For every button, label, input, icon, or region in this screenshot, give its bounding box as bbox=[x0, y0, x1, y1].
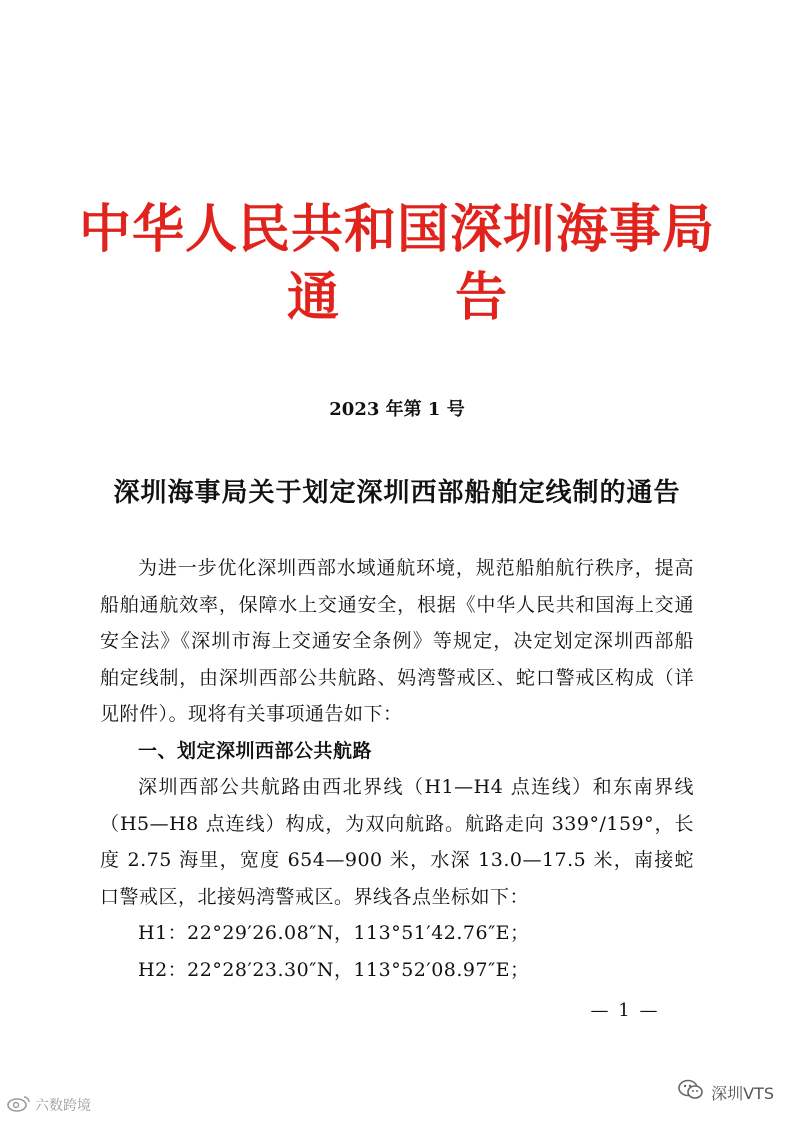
document-type-char-1: 通 bbox=[286, 268, 339, 328]
coordinate-h1: H1：22°29′26.08″N，113°51′42.76″E； bbox=[138, 922, 530, 944]
wechat-icon bbox=[677, 1078, 705, 1106]
document-number: 2023 年第 1 号 bbox=[329, 399, 465, 420]
page-number: — 1 — bbox=[590, 1000, 660, 1021]
watermark-right-text: 深圳VTS bbox=[711, 1083, 774, 1103]
section-1-paragraph: 深圳西部公共航路由西北界线（H1—H4 点连线）和东南界线（H5—H8 点连线）构成，为双向航路。航路走向 339°/159°，长度 2.75 海里，宽度 654—900 米，水深 13.0—17.5 米，南接蛇口警戒区，北接妈湾警戒区。界线各点坐标如下： bbox=[100, 776, 694, 908]
watermark-right bbox=[677, 1078, 774, 1106]
document-type bbox=[0, 268, 794, 328]
notice-title: 深圳海事局关于划定深圳西部船舶定线制的通告 bbox=[113, 478, 681, 508]
issuer-name: 中华人民共和国深圳海事局 bbox=[78, 200, 715, 260]
section-1-heading: 一、划定深圳西部公共航路 bbox=[138, 739, 373, 762]
intro-paragraph: 为进一步优化深圳西部水域通航环境，规范船舶航行秩序，提高船舶通航效率，保障水上交通安全，根据《中华人民共和国海上交通安全法》《深圳市海上交通安全条例》等规定，决定划定深圳西部船舶定线制，由深圳西部公共航路、妈湾警戒区、蛇口警戒区构成（详见附件）。现将有关事项通告如下： bbox=[100, 557, 694, 725]
notice-body bbox=[100, 550, 694, 988]
document-type-char-2: 告 bbox=[455, 268, 508, 328]
watermark-left bbox=[6, 1094, 91, 1116]
weibo-icon bbox=[6, 1094, 32, 1116]
watermark-left-text: 六数跨境 bbox=[35, 1098, 91, 1114]
coordinate-h2: H2：22°28′23.30″N，113°52′08.97″E； bbox=[138, 958, 530, 981]
